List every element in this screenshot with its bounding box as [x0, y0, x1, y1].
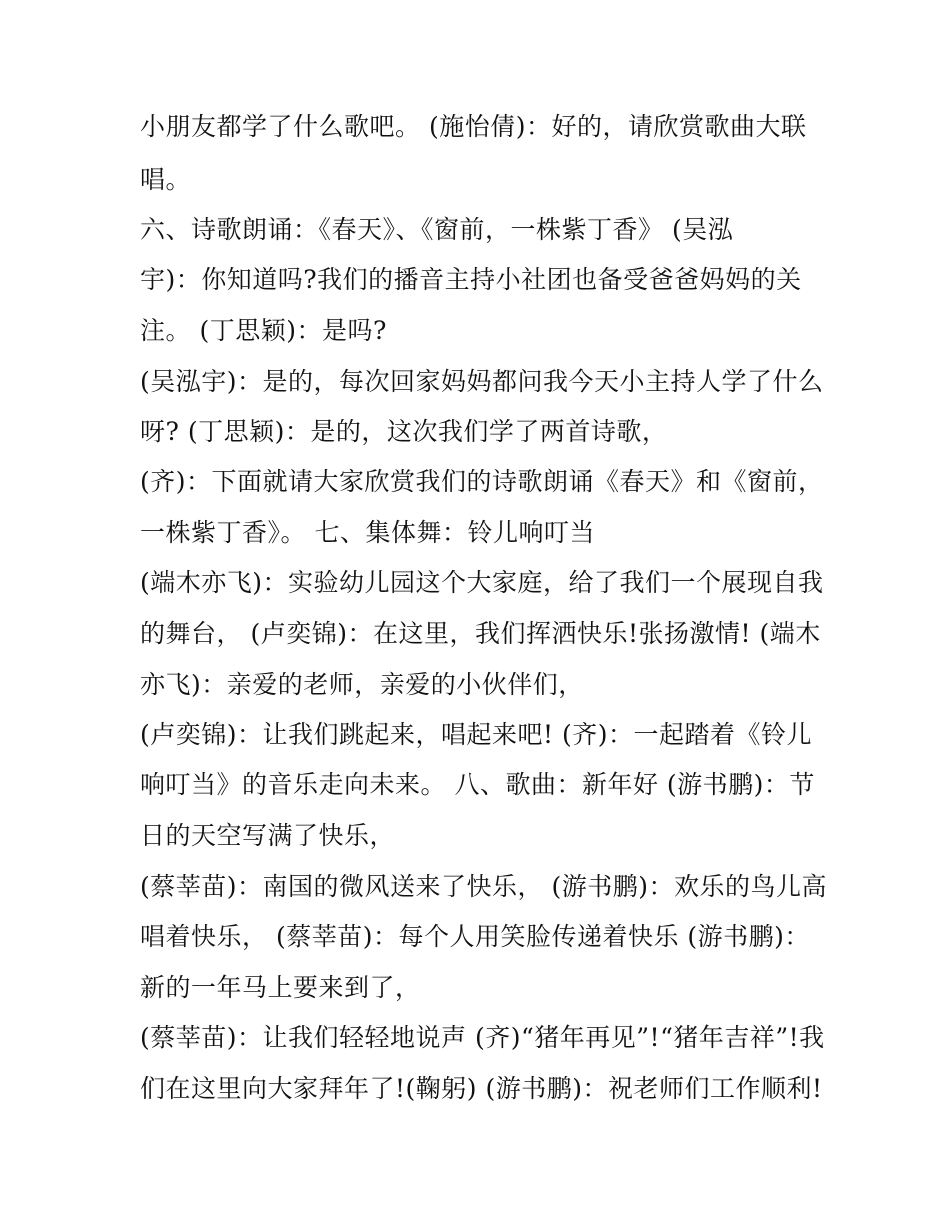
text-line: (卢奕锦)：让我们跳起来，唱起来吧! (齐)：一起踏着《铃儿 — [140, 720, 813, 749]
text-line: 新的一年马上要来到了， — [140, 973, 421, 1002]
text-line: 唱。 — [140, 165, 192, 194]
text-line: (吴泓宇)：是的，每次回家妈妈都问我今天小主持人学了什么 — [140, 367, 824, 396]
text-line: 小朋友都学了什么歌吧。 (施怡倩)：好的，请欣赏歌曲大联 — [140, 112, 807, 141]
text-line: 亦飞)：亲爱的老师，亲爱的小伙伴们， — [140, 670, 584, 699]
text-line: (蔡莘苗)：让我们轻轻地说声 (齐)“猪年再见”!“猪年吉祥”!我 — [140, 1023, 825, 1052]
text-line: (蔡莘苗)：南国的微风送来了快乐， (游书鹏)：欢乐的鸟儿高 — [140, 872, 827, 901]
text-line: (端木亦飞)：实验幼儿园这个大家庭，给了我们一个展现自我 — [140, 568, 824, 597]
text-line: 的舞台， (卢奕锦)：在这里，我们挥洒快乐!张扬激情! (端木 — [140, 619, 821, 648]
text-line: 响叮当》的音乐走向未来。 八、歌曲：新年好 (游书鹏)：节 — [140, 770, 815, 799]
text-line: 宇)：你知道吗?我们的播音主持小社团也备受爸爸妈妈的关 — [140, 265, 802, 294]
text-line: 唱着快乐， (蔡莘苗)：每个人用笑脸传递着快乐 (游书鹏)： — [140, 922, 810, 951]
text-line: 六、诗歌朗诵：《春天》、《窗前，一株紫丁香》 (吴泓 — [140, 215, 734, 244]
text-line: 一株紫丁香》。 七、集体舞：铃儿响叮当 — [140, 518, 595, 547]
text-line: 日的天空写满了快乐， — [140, 821, 396, 850]
text-line: (齐)：下面就请大家欣赏我们的诗歌朗诵《春天》和《窗前， — [140, 467, 824, 496]
text-line: 呀? (丁思颖)：是的，这次我们学了两首诗歌， — [140, 417, 668, 446]
text-line: 们在这里向大家拜年了!(鞠躬) (游书鹏)：祝老师们工作顺利! — [140, 1074, 823, 1103]
text-line: 注。 (丁思颖)：是吗? — [140, 316, 387, 345]
